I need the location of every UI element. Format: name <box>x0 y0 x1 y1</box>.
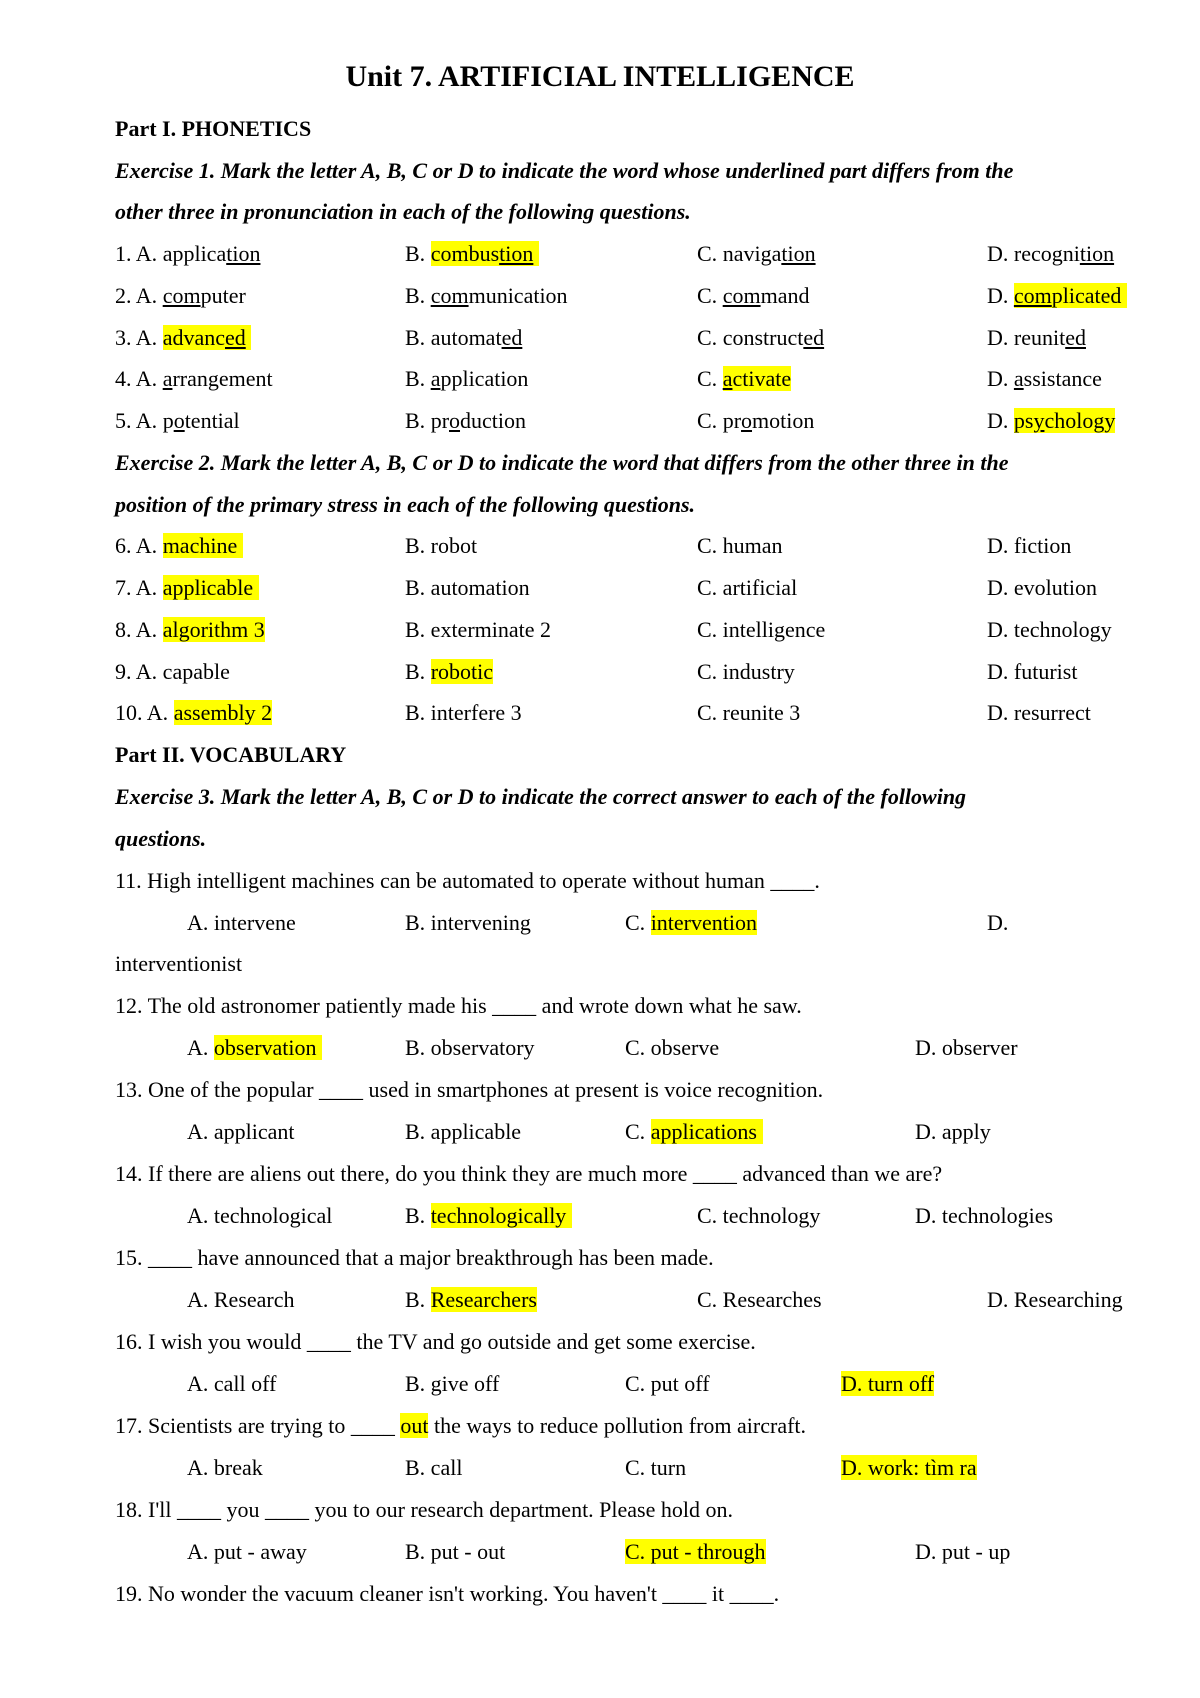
q4-c-answer-highlight <box>723 366 791 391</box>
q5-a-underlined: o <box>173 408 185 433</box>
q5-d-answer-highlight <box>1014 408 1115 433</box>
q17-option-c: C. turn <box>625 1455 687 1480</box>
q2-option-b <box>405 283 568 309</box>
q11-option-a: A. intervene <box>187 910 296 935</box>
q8-option-a <box>115 617 265 643</box>
exercise-3-instruction-line-1: Exercise 3. Mark the letter A, B, C or D to indicate the correct answer to each of the following <box>115 784 967 809</box>
q4-b-label: B. <box>405 366 426 391</box>
q5-b-label: B. <box>405 408 426 433</box>
q1-c-underlined: tion <box>781 241 816 266</box>
q9-option-d: D. futurist <box>987 659 1078 684</box>
part-1-heading: Part I. PHONETICS <box>115 116 312 141</box>
q3-a-answer-highlight <box>163 325 252 350</box>
q13-option-a: A. applicant <box>187 1119 295 1144</box>
exercise-1-instruction-line-2: other three in pronunciation in each of the following questions. <box>115 199 691 224</box>
q7-a-answer-highlight <box>163 575 259 600</box>
q11-c-label: C. <box>625 910 646 935</box>
q4-c-text: ctivate <box>732 366 792 391</box>
exercise-1-instruction-line-1: Exercise 1. Mark the letter A, B, C or D to indicate the word whose underlined part differs from the <box>115 158 1014 183</box>
q3-option-b <box>405 325 522 351</box>
q9-option-b <box>405 659 493 685</box>
q2-b-text: munication <box>468 283 568 308</box>
q1-c-text: naviga <box>722 241 782 266</box>
q4-option-c <box>697 366 791 392</box>
q3-number: 3. A. <box>115 325 158 350</box>
q2-option-d <box>987 283 1127 309</box>
q4-option-b <box>405 366 528 392</box>
q3-b-text: automat <box>430 325 502 350</box>
part-2-heading: Part II. VOCABULARY <box>115 742 347 767</box>
q16-option-b: B. give off <box>405 1371 500 1396</box>
q9-option-c: C. industry <box>697 659 795 684</box>
q5-b-pre: pr <box>430 408 450 433</box>
q12-stem: 12. The old astronomer patiently made his ____ and wrote down what he saw. <box>115 993 802 1018</box>
q2-c-text: mand <box>760 283 810 308</box>
q2-d-text: plicated <box>1051 283 1122 308</box>
q1-a-text: applica <box>162 241 227 266</box>
q15-option-c: C. Researches <box>697 1287 822 1312</box>
q3-c-label: C. <box>697 325 718 350</box>
q7-option-b: B. automation <box>405 575 530 600</box>
q13-option-d: D. apply <box>915 1119 991 1144</box>
q2-option-a <box>115 283 246 309</box>
q4-option-d <box>987 366 1102 392</box>
q3-a-underlined: ed <box>224 325 246 350</box>
q15-option-a: A. Research <box>187 1287 295 1312</box>
q7-option-d: D. evolution <box>987 575 1097 600</box>
q12-a-label: A. <box>187 1035 209 1060</box>
q18-c-answer-highlight: C. put - through <box>625 1539 766 1564</box>
q3-d-label: D. <box>987 325 1009 350</box>
q17-d-answer-highlight: D. work: tìm ra <box>841 1455 977 1480</box>
q2-a-text: puter <box>200 283 246 308</box>
q11-c-answer-highlight: intervention <box>650 910 757 935</box>
q16-option-c: C. put off <box>625 1371 710 1396</box>
q2-number: 2. A. <box>115 283 158 308</box>
q13-option-c <box>625 1119 763 1145</box>
q17-stem <box>115 1413 806 1439</box>
q5-a-pre: p <box>162 408 174 433</box>
q6-a-answer-highlight <box>163 533 243 558</box>
q5-c-underlined: o <box>741 408 753 433</box>
q19-stem: 19. No wonder the vacuum cleaner isn't working. You haven't ____ it ____. <box>115 1581 780 1606</box>
q4-d-label: D. <box>987 366 1009 391</box>
q5-option-a <box>115 408 240 434</box>
q5-a-post: tential <box>184 408 240 433</box>
q10-option-c: C. reunite 3 <box>697 700 801 725</box>
q18-option-b: B. put - out <box>405 1539 506 1564</box>
q18-option-d: D. put - up <box>915 1539 1011 1564</box>
q5-b-underlined: o <box>449 408 461 433</box>
q14-option-b <box>405 1203 572 1229</box>
q2-option-c <box>697 283 809 309</box>
page-title: Unit 7. ARTIFICIAL INTELLIGENCE <box>345 60 855 93</box>
q1-d-text: recogni <box>1013 241 1080 266</box>
q4-b-text: pplication <box>440 366 529 391</box>
q5-c-post: motion <box>752 408 815 433</box>
q5-number: 5. A. <box>115 408 158 433</box>
q14-option-d: D. technologies <box>915 1203 1054 1228</box>
q9-option-a: 9. A. capable <box>115 659 230 684</box>
q5-c-pre: pr <box>722 408 742 433</box>
q10-number: 10. A. <box>115 700 169 725</box>
q10-option-b: B. interfere 3 <box>405 700 522 725</box>
q16-d-answer-highlight: D. turn off <box>841 1371 935 1396</box>
q2-b-underlined: com <box>430 283 469 308</box>
q4-d-underlined: a <box>1013 366 1024 391</box>
q12-a-answer-highlight <box>214 1035 322 1060</box>
q9-b-answer-highlight: robotic <box>430 659 494 684</box>
q5-option-b <box>405 408 526 434</box>
q2-d-label: D. <box>987 283 1009 308</box>
q1-option-a <box>115 241 260 267</box>
q14-option-c: C. technology <box>697 1203 821 1228</box>
q1-a-underlined: tion <box>226 241 261 266</box>
q12-a-text: observation <box>213 1035 317 1060</box>
q11-option-b: B. intervening <box>405 910 531 935</box>
q8-a-answer-highlight: algorithm 3 <box>162 617 265 642</box>
q11-stem: 11. High intelligent machines can be automated to operate without human ____. <box>115 868 820 893</box>
q8-option-c: C. intelligence <box>697 617 826 642</box>
q1-b-underlined: tion <box>499 241 534 266</box>
q1-b-label: B. <box>405 241 426 266</box>
q17-option-d <box>841 1455 977 1481</box>
q1-d-underlined: tion <box>1079 241 1115 266</box>
q1-c-label: C. <box>697 241 718 266</box>
q17-option-b: B. call <box>405 1455 463 1480</box>
q12-option-b: B. observatory <box>405 1035 535 1060</box>
q16-stem: 16. I wish you would ____ the TV and go outside and get some exercise. <box>115 1329 756 1354</box>
q3-d-text: reunit <box>1013 325 1066 350</box>
q11-option-c <box>625 910 757 936</box>
q15-b-answer-highlight: Researchers <box>430 1287 537 1312</box>
q16-option-d <box>841 1371 934 1397</box>
q10-a-answer-highlight: assembly 2 <box>173 700 273 725</box>
exercise-3-instruction-line-2: questions. <box>115 826 207 851</box>
q3-d-underlined: ed <box>1065 325 1086 350</box>
q3-b-label: B. <box>405 325 426 350</box>
q2-a-underlined: com <box>162 283 201 308</box>
q2-d-underlined: com <box>1013 283 1052 308</box>
q15-option-b <box>405 1287 537 1313</box>
q14-b-answer-highlight <box>431 1203 572 1228</box>
q7-option-c: C. artificial <box>697 575 798 600</box>
q10-option-a <box>115 700 272 726</box>
q17-option-a: A. break <box>187 1455 263 1480</box>
q5-d-post: chology <box>1044 408 1116 433</box>
q13-c-text: applications <box>650 1119 757 1144</box>
q5-option-d <box>987 408 1115 434</box>
q3-c-text: construct <box>722 325 804 350</box>
q5-d-pre: ps <box>1013 408 1034 433</box>
q1-option-c <box>697 241 816 267</box>
q6-option-b: B. robot <box>405 533 478 558</box>
q11-option-d: D. <box>987 910 1009 935</box>
q4-number: 4. A. <box>115 366 158 391</box>
q13-c-label: C. <box>625 1119 646 1144</box>
q14-b-label: B. <box>405 1203 426 1228</box>
q5-d-underlined: y <box>1033 408 1045 433</box>
q3-option-a <box>115 325 251 351</box>
exercise-2-instruction-line-1: Exercise 2. Mark the letter A, B, C or D to indicate the word that differs from the other three in the <box>115 450 1009 475</box>
q4-option-a <box>115 366 273 392</box>
q6-a-text: machine <box>162 533 238 558</box>
q3-a-text: advanc <box>162 325 225 350</box>
q8-option-b: B. exterminate 2 <box>405 617 552 642</box>
q8-option-d: D. technology <box>987 617 1112 642</box>
q15-stem: 15. ____ have announced that a major breakthrough has been made. <box>115 1245 714 1270</box>
q6-option-a <box>115 533 243 559</box>
q10-option-d: D. resurrect <box>987 700 1091 725</box>
q12-option-c: C. observe <box>625 1035 720 1060</box>
q1-option-d <box>987 241 1114 267</box>
q1-number: 1. A. <box>115 241 158 266</box>
q4-a-text: rrangement <box>172 366 273 391</box>
q6-option-c: C. human <box>697 533 783 558</box>
q1-b-text: combus <box>430 241 500 266</box>
q5-option-c <box>697 408 814 434</box>
q13-c-answer-highlight <box>651 1119 763 1144</box>
q4-a-underlined: a <box>162 366 173 391</box>
exercise-2-instruction-line-2: position of the primary stress in each of the following questions. <box>115 492 696 517</box>
q1-b-answer-highlight <box>431 241 539 266</box>
q1-d-label: D. <box>987 241 1009 266</box>
q18-option-c <box>625 1539 766 1565</box>
q7-a-text: applicable <box>162 575 254 600</box>
q7-option-a <box>115 575 259 601</box>
q13-option-b: B. applicable <box>405 1119 522 1144</box>
q1-option-b <box>405 241 539 267</box>
q6-number: 6. A. <box>115 533 158 558</box>
q3-option-d <box>987 325 1086 351</box>
q5-d-label: D. <box>987 408 1009 433</box>
q4-c-underlined: a <box>722 366 733 391</box>
q3-b-underlined: ed <box>501 325 523 350</box>
q5-b-post: duction <box>460 408 527 433</box>
q14-stem: 14. If there are aliens out there, do you think they are much more ____ advanced than we are? <box>115 1161 943 1186</box>
q17-stem-start: 17. Scientists are trying to ____ <box>115 1413 401 1438</box>
q14-option-a: A. technological <box>187 1203 333 1228</box>
q3-option-c <box>697 325 824 351</box>
q2-c-underlined: com <box>722 283 761 308</box>
q6-option-d: D. fiction <box>987 533 1072 558</box>
q14-b-text: technologically <box>430 1203 567 1228</box>
q2-b-label: B. <box>405 283 426 308</box>
q7-number: 7. A. <box>115 575 158 600</box>
q5-c-label: C. <box>697 408 718 433</box>
q4-d-text: ssistance <box>1023 366 1102 391</box>
q12-option-d: D. observer <box>915 1035 1018 1060</box>
q18-option-a: A. put - away <box>187 1539 307 1564</box>
q4-c-label: C. <box>697 366 718 391</box>
q15-option-d: D. Researching <box>987 1287 1123 1312</box>
q15-b-label: B. <box>405 1287 426 1312</box>
q17-stem-highlight: out <box>400 1413 429 1438</box>
q11-option-d-continued: interventionist <box>115 951 243 976</box>
q3-c-underlined: ed <box>803 325 825 350</box>
q13-stem: 13. One of the popular ____ used in smartphones at present is voice recognition. <box>115 1077 824 1102</box>
q16-option-a: A. call off <box>187 1371 277 1396</box>
q18-stem: 18. I'll ____ you ____ you to our research department. Please hold on. <box>115 1497 733 1522</box>
q17-stem-end: the ways to reduce pollution from aircraft. <box>428 1413 807 1438</box>
q4-b-underlined: a <box>430 366 441 391</box>
q8-number: 8. A. <box>115 617 158 642</box>
q2-d-answer-highlight <box>1014 283 1127 308</box>
q9-b-label: B. <box>405 659 426 684</box>
q2-c-label: C. <box>697 283 718 308</box>
q12-option-a <box>187 1035 322 1061</box>
